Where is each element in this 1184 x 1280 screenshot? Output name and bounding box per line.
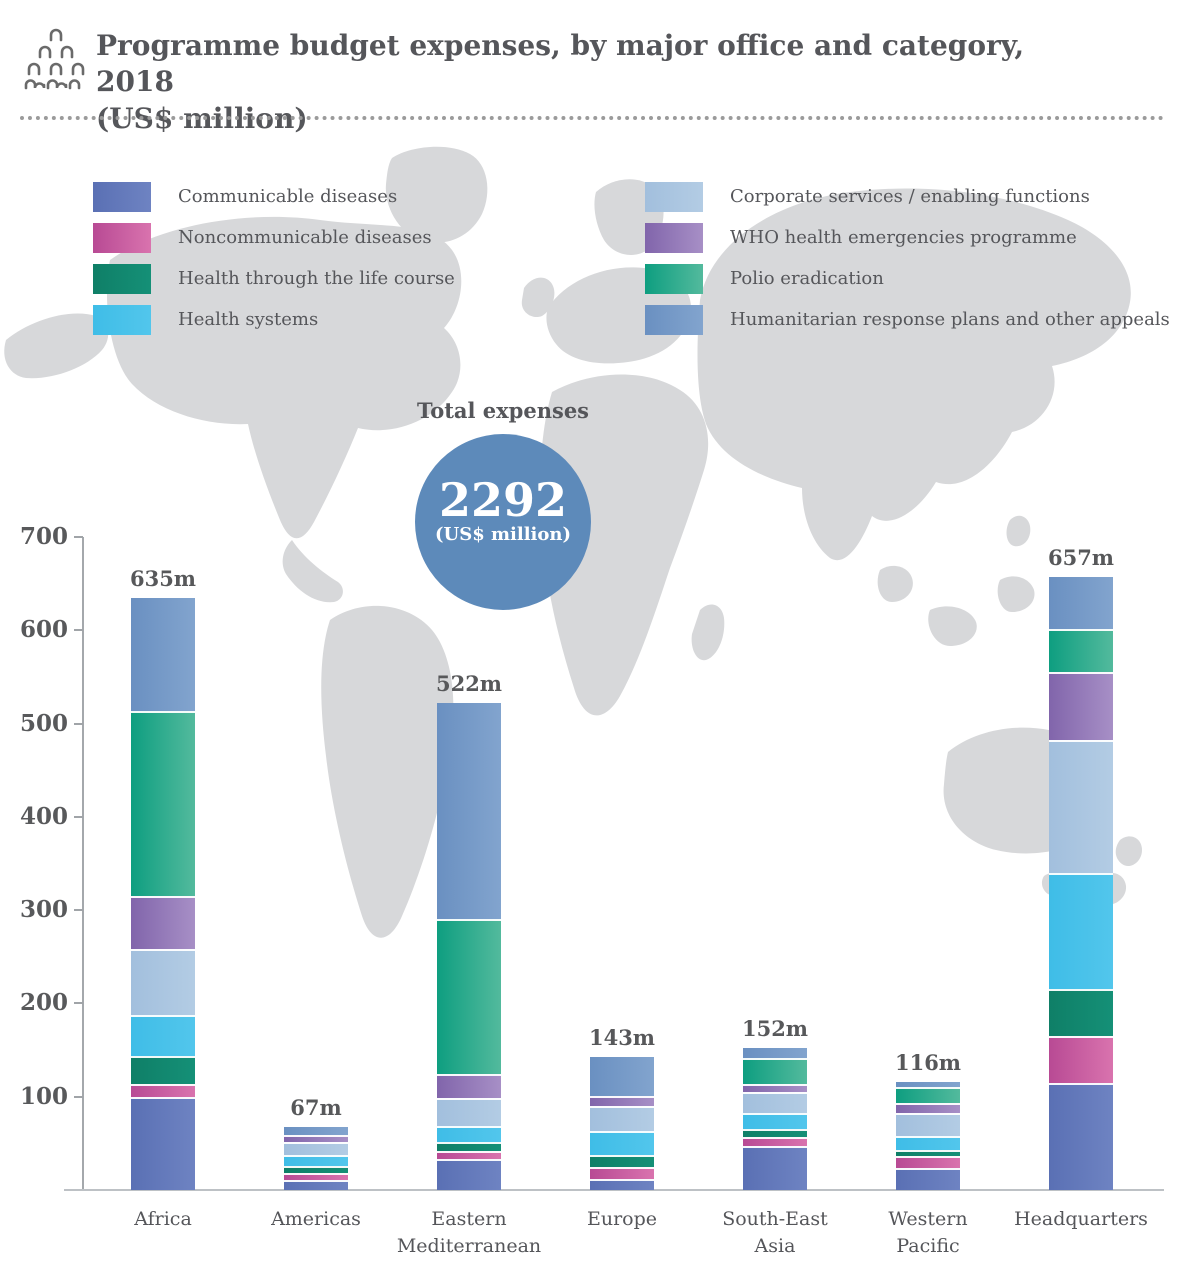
bar-segment [896,1103,960,1112]
legend-swatch [645,305,703,335]
bar-americas [284,1127,348,1190]
bar-office-label: Africa [134,1208,192,1230]
bar-office-label: Americas [271,1208,361,1230]
legend-label: Corporate services / enabling functions [730,186,1090,207]
bar-segment [590,1106,654,1131]
bar-segment [131,1097,195,1190]
bar-segment [284,1142,348,1155]
bar-europe [590,1057,654,1190]
legend-item [93,223,613,253]
legend-swatch [645,223,703,253]
bar-segment [590,1167,654,1179]
total-expenses-circle [415,434,591,610]
bar-office-label: Western Pacific [888,1208,968,1257]
y-tick-mark [74,536,83,538]
bar-total-label: 522m [435,670,503,696]
bar-segment [437,919,501,1074]
total-expenses-label: Total expenses [416,398,590,423]
y-tick-mark [74,723,83,725]
legend-swatch [93,264,151,294]
bar-segment [284,1180,348,1190]
bar-segment [437,1126,501,1143]
y-axis-line [82,537,84,1190]
bar-segment [896,1087,960,1103]
legend-item [645,305,1170,335]
bar-segment [743,1058,807,1083]
bar-total-label: 635m [129,565,197,591]
bar-office-label: South-East Asia [722,1208,828,1257]
legend-swatch [645,182,703,212]
bar-segment [131,711,195,896]
legend-swatch [93,305,151,335]
bar-segment [590,1131,654,1154]
bar-segment [1049,577,1113,629]
y-tick-mark [74,1002,83,1004]
bar-segment [1049,629,1113,672]
bar-south-east-asia [743,1048,807,1190]
bar-segment [590,1179,654,1190]
bar-total-label: 657m [1047,545,1115,571]
bar-segment [437,1142,501,1150]
y-tick-label: 100 [19,1082,68,1110]
legend-item [93,305,613,335]
legend-item [93,182,613,212]
bar-segment [437,1098,501,1126]
bar-segment [284,1135,348,1142]
bar-segment [131,1084,195,1097]
y-tick-label: 400 [19,802,68,830]
legend-label: Polio eradication [730,268,884,289]
bar-total-label: 143m [588,1024,656,1050]
bar-office-label: Eastern Mediterranean [396,1208,542,1257]
bar-segment [743,1048,807,1058]
bar-segment [1049,989,1113,1036]
bar-eastern-mediterranean [437,703,501,1190]
bar-segment [590,1096,654,1106]
bar-office-label: Europe [586,1208,658,1230]
bar-total-label: 152m [741,1016,809,1042]
dotted-divider [20,116,1164,120]
bar-segment [743,1129,807,1136]
y-tick-label: 300 [19,896,68,924]
legend-item [645,182,1165,212]
bar-segment [896,1168,960,1190]
legend-label: Humanitarian response plans and other appeals [730,309,1170,330]
header [96,28,1096,137]
bar-headquarters [1049,577,1113,1190]
bar-segment [131,1056,195,1084]
y-tick-mark [74,629,83,631]
bar-segment [743,1092,807,1113]
page-title: Programme budget expenses, by major office and category, 2018 [96,29,1025,99]
bar-total-label: 67m [290,1095,342,1121]
legend-label: Health through the life course [178,268,455,289]
bar-segment [437,1151,501,1159]
legend-column-right [645,182,1170,346]
bar-segment [131,896,195,949]
bar-segment [284,1155,348,1165]
bar-western-pacific [896,1082,960,1190]
legend-swatch [645,264,703,294]
crowd-icon [24,26,88,92]
y-tick-label: 700 [19,522,68,550]
y-tick-label: 600 [19,616,68,644]
bar-segment [896,1156,960,1167]
bar-segment [284,1166,348,1173]
bar-segment [896,1136,960,1150]
bar-segment [1049,1036,1113,1083]
bar-segment [590,1057,654,1096]
y-tick-mark [74,1096,83,1098]
legend-label: Health systems [178,309,319,330]
bar-segment [131,598,195,712]
bar-segment [743,1113,807,1129]
legend-label: WHO health emergencies programme [730,227,1077,248]
bar-total-label: 116m [894,1049,962,1075]
page-subtitle: (US$ million) [96,101,308,135]
bar-segment [437,1074,501,1097]
legend-label: Communicable diseases [178,186,398,207]
legend-item [93,264,613,294]
y-tick-mark [74,909,83,911]
y-tick-mark [74,816,83,818]
bar-segment [1049,1083,1113,1190]
y-tick-label: 500 [19,709,68,737]
bar-office-label: Headquarters [1014,1208,1148,1230]
bar-segment [437,1159,501,1190]
legend-swatch [93,223,151,253]
bar-segment [1049,672,1113,740]
bar-segment [590,1155,654,1167]
bar-segment [437,703,501,919]
bar-segment [131,1015,195,1056]
bar-segment [131,949,195,1014]
bar-segment [743,1084,807,1092]
legend-item [645,223,1165,253]
legend-label: Noncommunicable diseases [178,227,432,248]
bar-africa [131,598,195,1190]
bar-segment [743,1137,807,1146]
total-expenses-unit: (US$ million) [434,524,571,546]
legend-column-left [93,182,613,346]
total-expenses-value: 2292 [438,473,568,527]
legend-item [645,264,1165,294]
bar-segment [743,1146,807,1190]
bar-segment [1049,873,1113,990]
legend-swatch [93,182,151,212]
y-tick-label: 200 [19,989,68,1017]
bar-segment [284,1127,348,1134]
bar-segment [1049,740,1113,872]
bar-segment [896,1113,960,1136]
